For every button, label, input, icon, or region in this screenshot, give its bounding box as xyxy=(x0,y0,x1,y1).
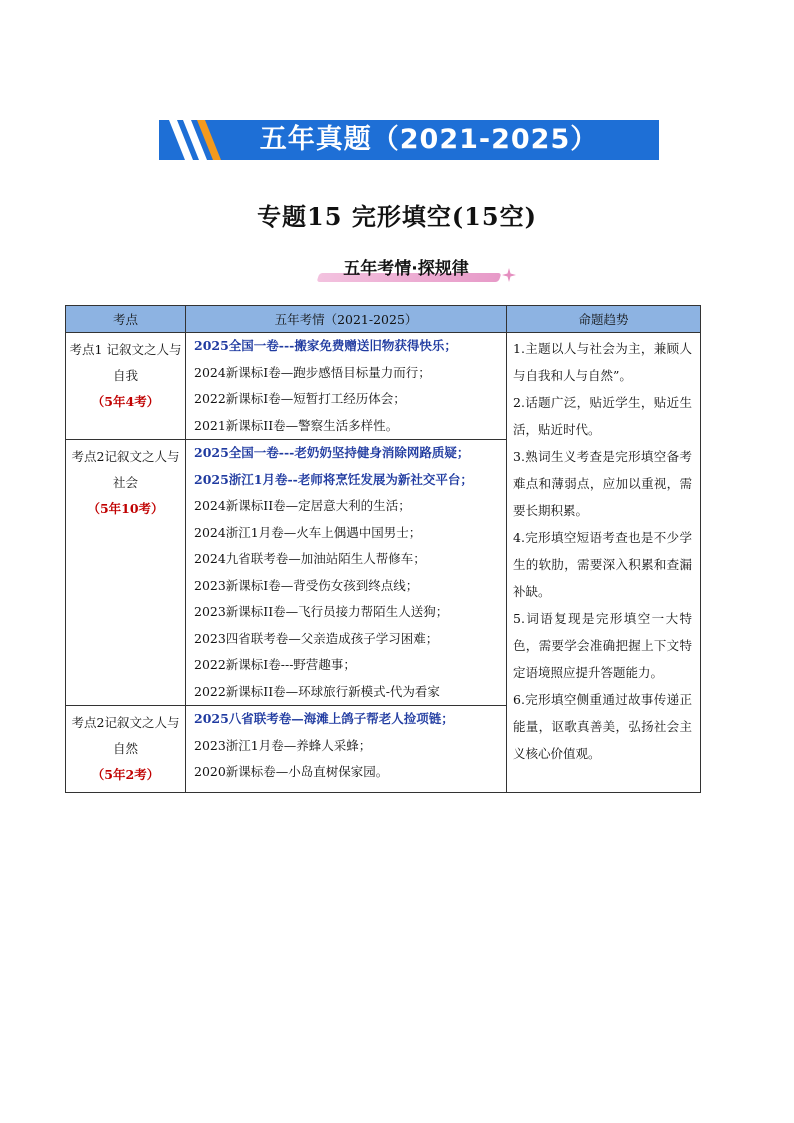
exam-item: 2023新课标I卷—背受伤女孩到终点线； xyxy=(194,577,419,593)
exam-item: 2024新课标I卷—跑步感悟目标量力而行； xyxy=(194,364,431,380)
exam-item: 2023新课标II卷—飞行员接力帮陌生人送狗； xyxy=(194,604,449,619)
exam-item: 2024新课标II卷—定居意大利的生活； xyxy=(194,498,411,513)
trend-item: 1.主题以人与社会为主，兼顾人与自我和人与自然”。 xyxy=(513,341,692,383)
kaodian-count: （5年10考） xyxy=(87,501,164,516)
kaodian-cell xyxy=(66,706,186,793)
section-subheading xyxy=(316,256,510,284)
exam-item: 2021新课标II卷—警察生活多样性。 xyxy=(194,417,399,433)
exam-item: 2025全国一卷---老奶奶坚持健身消除网路质疑； xyxy=(194,445,470,460)
exam-item: 2022新课标II卷—环球旅行新模式-代为看家 xyxy=(194,683,440,699)
exam-list-cell xyxy=(186,440,507,706)
exam-item: 2020新课标卷—小岛直树保家园。 xyxy=(194,764,389,779)
topic-title: 专题15 完形填空(15空) xyxy=(257,202,537,231)
exam-item: 2022新课标I卷---野营趣事； xyxy=(194,657,356,672)
kaodian-label: 考点1 记叙文之人与自我 xyxy=(69,342,182,383)
exam-item: 2023浙江1月卷—养蜂人采蜂； xyxy=(194,737,372,753)
table-row xyxy=(66,333,701,440)
header-kaodian: 考点 xyxy=(66,306,186,333)
exam-analysis-table xyxy=(65,305,701,793)
table-header-row xyxy=(66,306,701,333)
kaodian-count: （5年2考） xyxy=(91,767,160,782)
exam-item: 2024九省联考卷—加油站陌生人帮修车； xyxy=(194,551,426,566)
kaodian-cell xyxy=(66,440,186,706)
trend-cell xyxy=(507,333,701,793)
exam-item: 2025全国一卷---搬家免费赠送旧物获得快乐； xyxy=(194,338,457,353)
trend-item: 4.完形填空短语考查也是不少学生的软肋，需要深入积累和查漏补缺。 xyxy=(513,530,692,599)
subheading-label: 五年考情·探规律 xyxy=(343,259,469,279)
exam-list-cell xyxy=(186,333,507,440)
kaodian-count: （5年4考） xyxy=(91,394,160,409)
trend-item: 3.熟词生义考查是完形填空备考难点和薄弱点，应加以重视，需要长期积累。 xyxy=(513,449,692,518)
header-five-year: 五年考情（2021-2025） xyxy=(186,306,507,333)
kaodian-cell xyxy=(66,333,186,440)
sparkle-icon xyxy=(502,268,516,282)
trend-item: 2.话题广泛，贴近学生，贴近生活，贴近时代。 xyxy=(513,395,692,437)
trend-item: 6.完形填空侧重通过故事传递正能量，讴歌真善美，弘扬社会主义核心价值观。 xyxy=(513,692,692,761)
exam-item: 2025浙江1月卷--老师将烹饪发展为新社交平台； xyxy=(194,471,473,487)
exam-list-cell xyxy=(186,706,507,793)
exam-item: 2024浙江1月卷—火车上偶遇中国男士； xyxy=(194,524,422,540)
kaodian-label: 考点2记叙文之人与社会 xyxy=(71,449,180,490)
exam-item: 2023四省联考卷—父亲造成孩子学习困难； xyxy=(194,630,439,646)
trend-item: 5.词语复现是完形填空一大特色，需要学会准确把握上下文特定语境照应提升答题能力。 xyxy=(513,611,692,680)
banner-title: 五年真题（2021-2025） xyxy=(259,124,599,155)
exam-item: 2025八省联考卷—海滩上鸽子帮老人捡项链； xyxy=(194,711,454,726)
header-banner xyxy=(159,120,659,160)
exam-item: 2022新课标I卷—短暂打工经历体会； xyxy=(194,391,406,406)
kaodian-label: 考点2记叙文之人与自然 xyxy=(71,715,180,756)
header-trend: 命题趋势 xyxy=(507,306,701,333)
